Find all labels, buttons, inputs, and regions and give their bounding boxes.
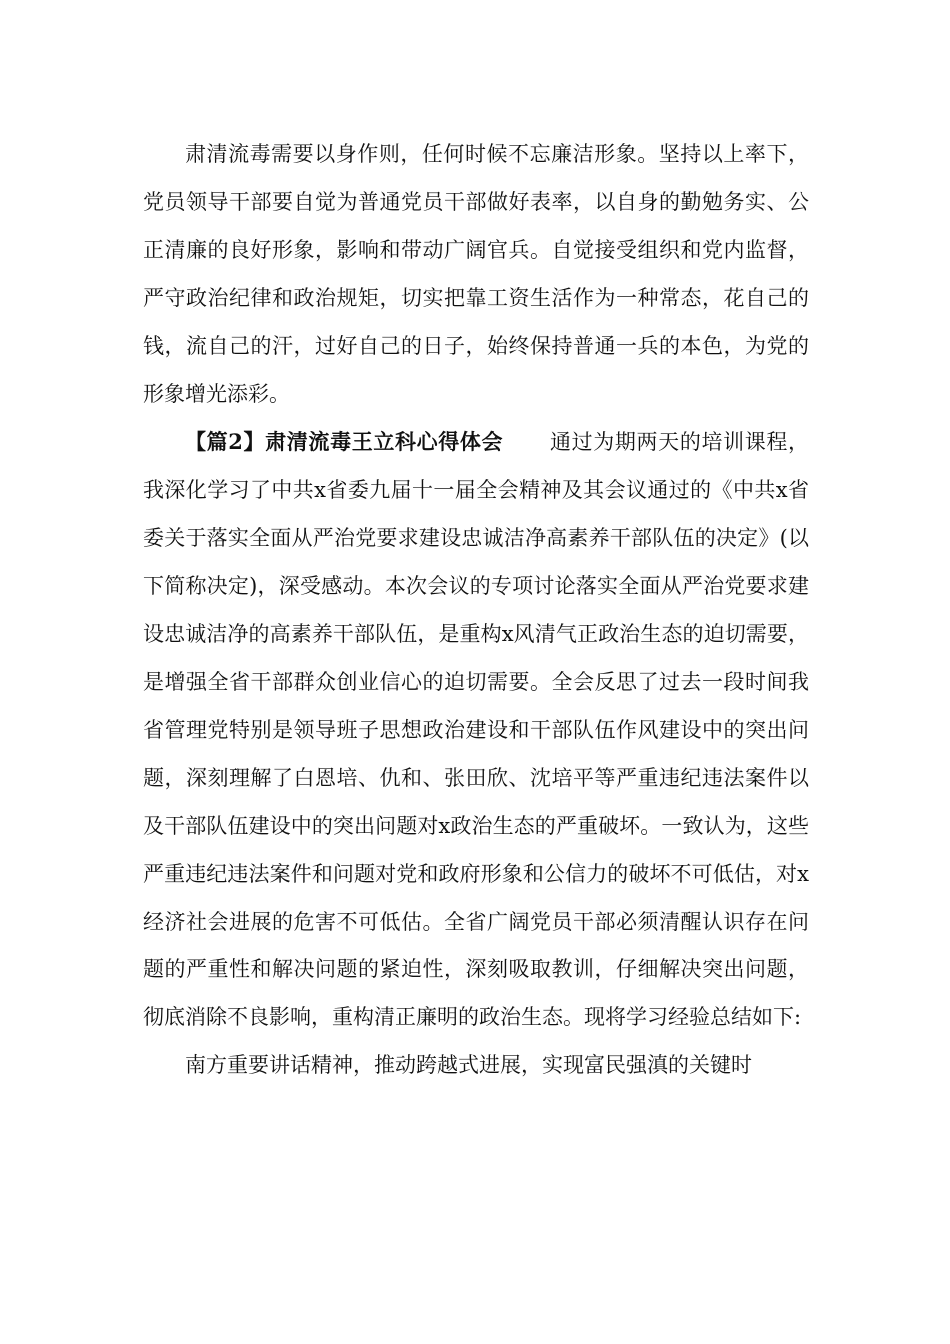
paragraph-1-text: 肃清流毒需要以身作则，任何时候不忘廉洁形象。坚持以上率下，党员领导干部要自觉为普通党员干部做好表率，以自身的勤勉务实、公正清廉的良好形象，影响和带动广阔官兵。自觉接受组织和党内监督，严守政治纪律和政治规矩，切实把靠工资生活作为一种常态，花自己的钱，流自己的汗，过好自己的日子，始终保持普通一兵的本色，为党的形象增光添彩。 (143, 142, 809, 406)
paragraph-1 (143, 131, 809, 418)
paragraph-2-text: 通过为期两天的培训课程，我深化学习了中共x省委九届十一届全会精神及其会议通过的《中共x省委关于落实全面从严治党要求建设忠诚洁净高素养干部队伍的决定》(以下简称决定)，深受感动。本次会议的专项讨论落实全面从严治党要求建设忠诚洁净的高素养干部队伍，是重构x风清气正政治生态的迫切需要，是增强全省干部群众创业信心的迫切需要。全会反思了过去一段时间我省管理党特别是领导班子思想政治建设和干部队伍作风建设中的突出问题，深刻理解了白恩培、仇和、张田欣、沈培平等严重违纪违法案件以及干部队伍建设中的突出问题对x政治生态的严重破坏。一致认为，这些严重违纪违法案件和问题对党和政府形象和公信力的破坏不可低估，对x经济社会进展的危害不可低估。全省广阔党员干部必须清醒认识存在问题的严重性和解决问题的紧迫性，深刻吸取教训，仔细解决突出问题，彻底消除不良影响，重构清正廉明的政治生态。现将学习经验总结如下: (143, 430, 809, 1030)
document-body (143, 131, 809, 1090)
paragraph-3 (143, 1042, 809, 1090)
section-heading: 【篇2】肃清流毒王立科心得体会 (185, 429, 504, 455)
paragraph-2 (143, 418, 809, 1042)
paragraph-3-text: 南方重要讲话精神，推动跨越式进展，实现富民强滇的关键时 (185, 1053, 752, 1078)
